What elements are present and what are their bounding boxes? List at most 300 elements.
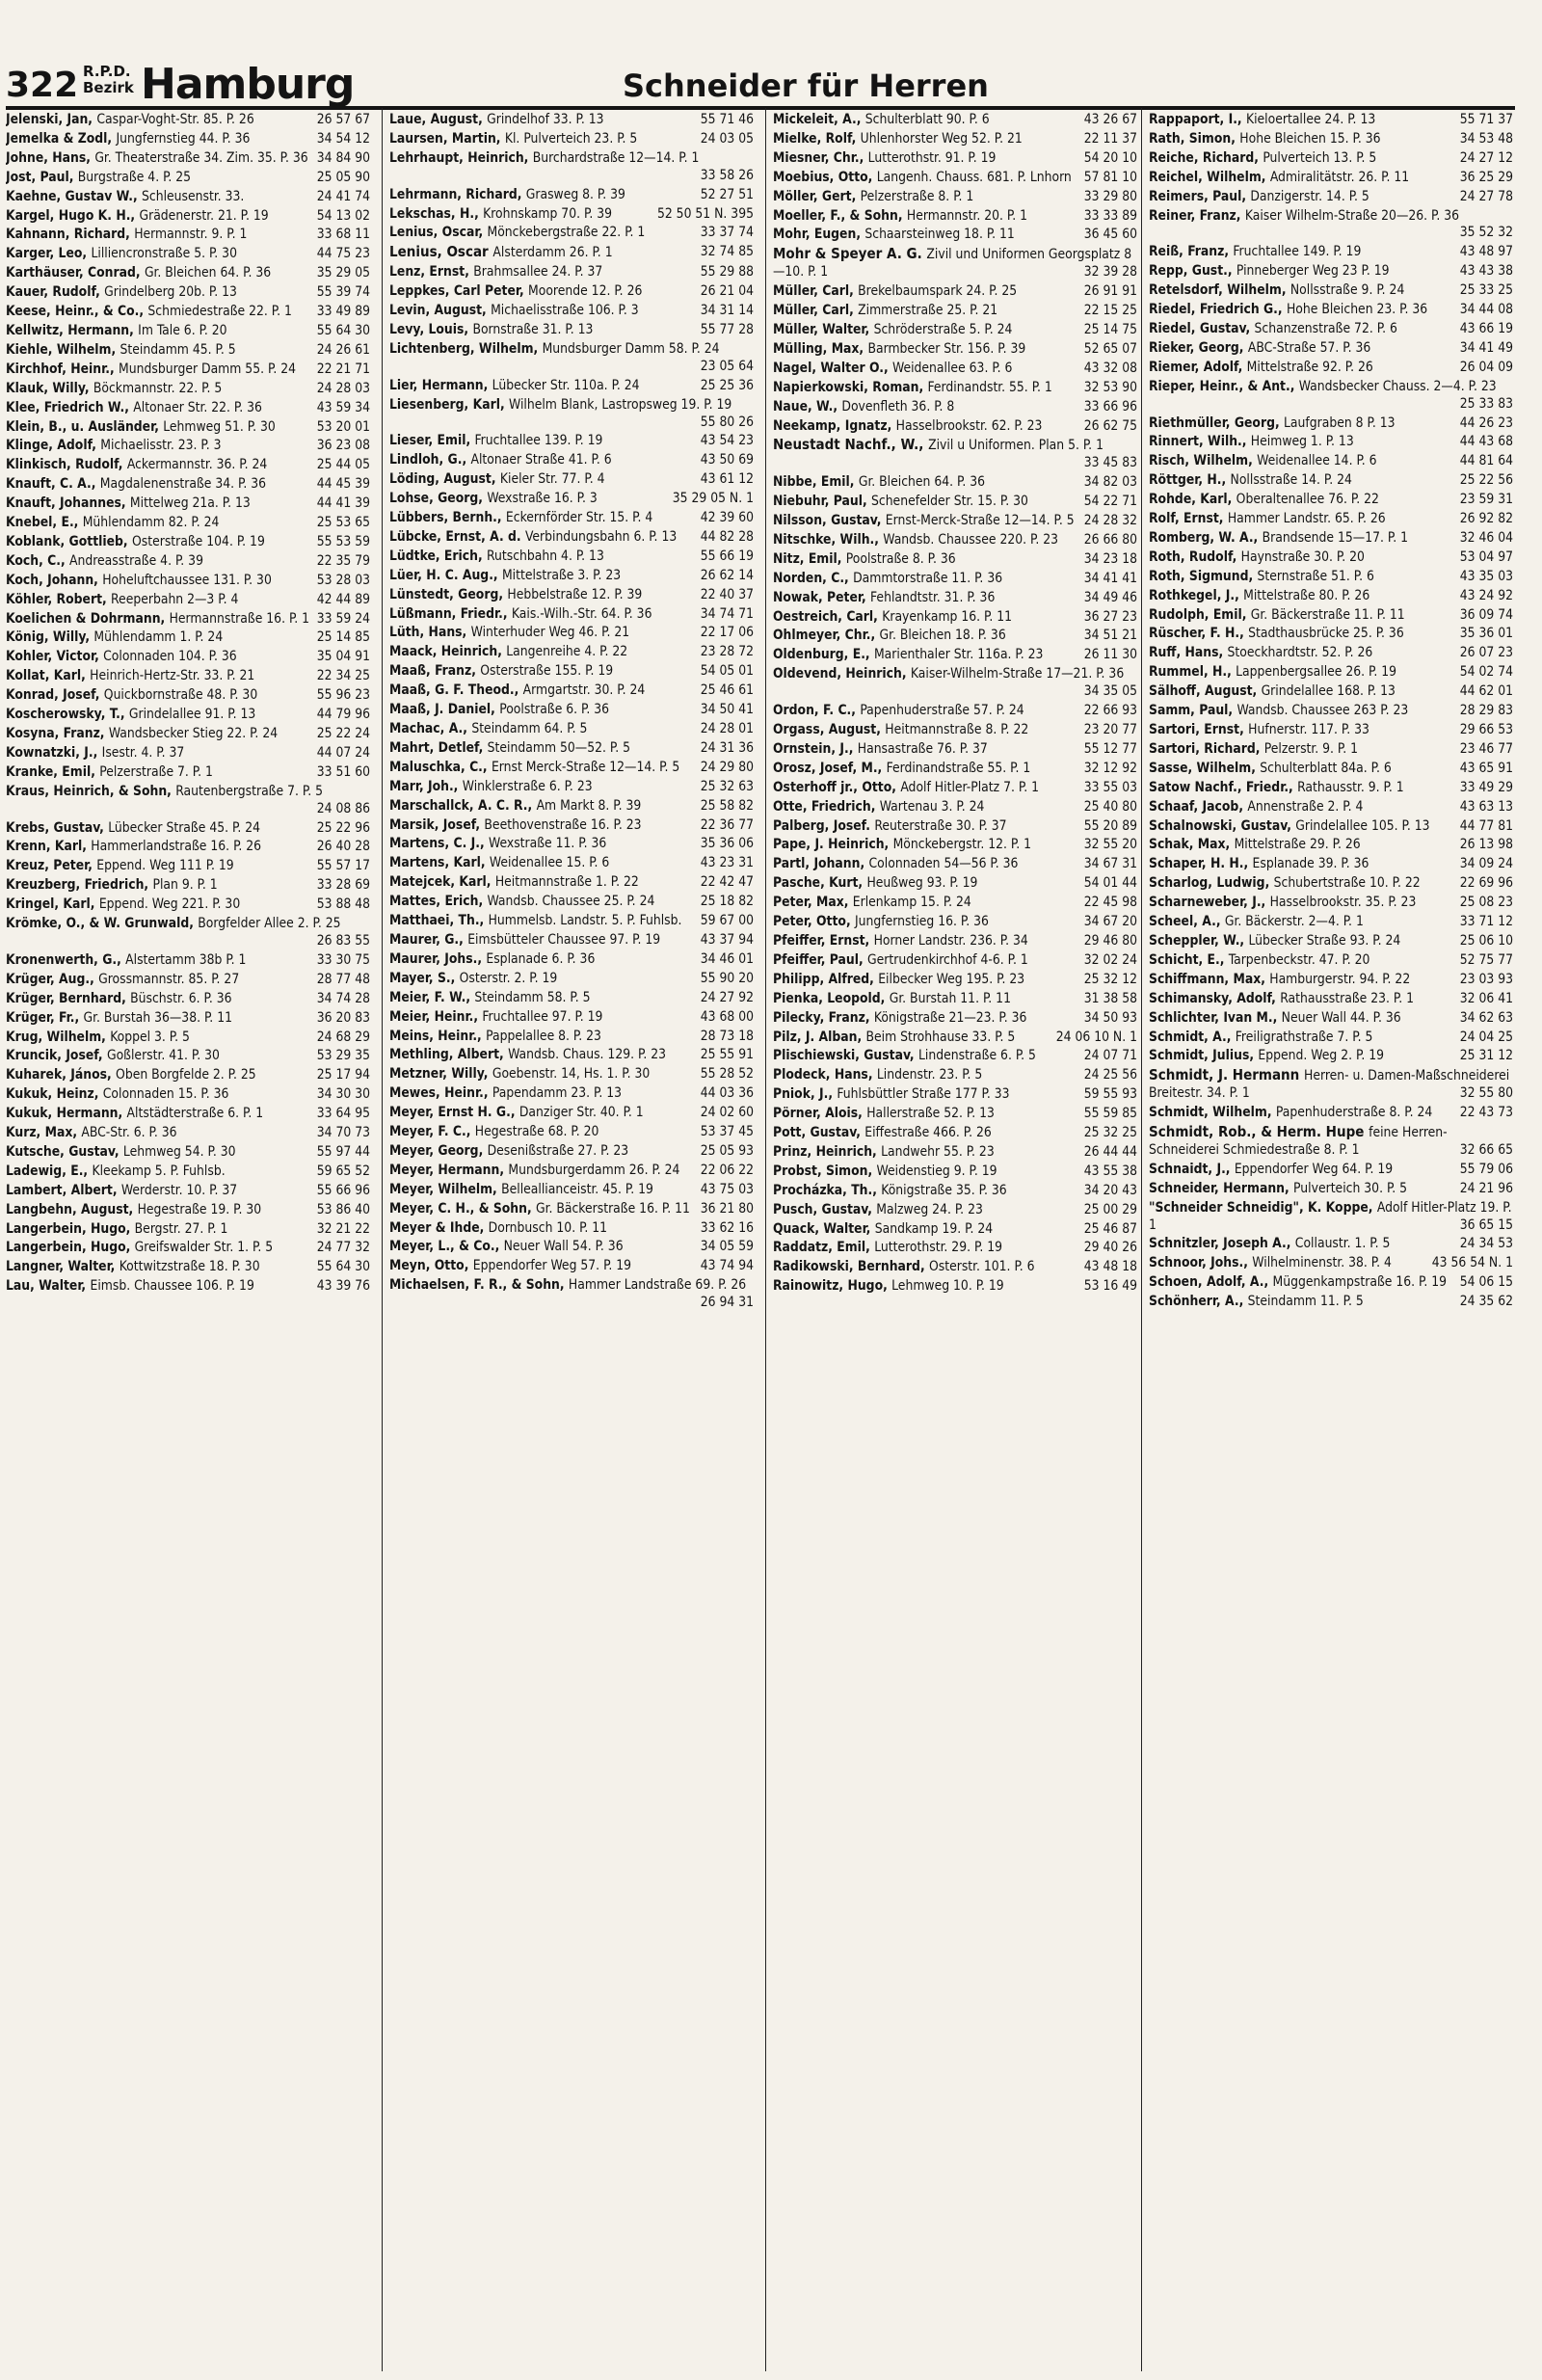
listing-name: Karthäuser, Conrad, [6,265,145,281]
listing-address: Wilhelm Blank, Lastropsweg 19. P. 19 [508,396,732,413]
listing-phone: 34 67 20 [1083,914,1137,930]
listing-entry [389,529,754,547]
listing-phone: 23 03 93 [1459,971,1513,987]
listing-entry [389,760,754,777]
listing-entry [773,1278,1137,1296]
listing-entry [389,322,754,339]
listing-phone: 42 39 60 [700,510,754,526]
listing-name: Methling, Albert, [389,1047,509,1063]
listing-phone: 33 37 74 [700,225,754,241]
listing-entry [773,895,1137,912]
listing-name: Schaaf, Jacob, [1149,798,1248,815]
listing-name: Maaß, G. F. Theod., [389,682,523,699]
listing-name: Philipp, Alfred, [773,971,879,987]
listing-name: Matejcek, Karl, [389,874,495,891]
listing-entry [389,1143,754,1161]
listing-name: Langner, Walter, [6,1259,120,1275]
listing-name: Levin, August, [389,303,492,319]
listing-phone: 24 28 01 [700,721,754,736]
listing-entry [773,856,1137,873]
listing-address: Adolf Hitler-Platz 7. P. 1 [900,779,1039,795]
listing-phone: 36 21 80 [700,1200,754,1217]
listing-address: Heußweg 93. P. 19 [866,875,978,892]
listing-entry [1149,1067,1513,1103]
listing-name: Scheppler, W., [1149,932,1249,949]
listing-address: Pelzerstraße 7. P. 1 [99,763,213,780]
listing-entry [389,721,754,738]
listing-phone: 23 46 77 [1459,740,1513,757]
listing-name: Ornstein, J., [773,740,858,757]
listing-entry [773,303,1137,320]
listing-entry [773,112,1137,129]
listing-address: Altonaer Str. 22. P. 36 [133,399,262,415]
listing-entry [389,836,754,853]
listing-phone: 35 04 91 [316,649,370,665]
listing-address: Kaiser-Wilhelm-Straße 17—21. P. 36 [910,666,1125,682]
listing-entry [389,1258,754,1275]
listing-address: Gr. Bäckerstraße 16. P. 11 [536,1200,690,1217]
listing-entry [1149,170,1513,187]
listing-phone: 55 80 26 [700,414,754,430]
listing-entry [773,1030,1137,1047]
listing-entry [1149,1010,1513,1028]
listing-phone: 44 77 81 [1459,817,1513,834]
listing-phone: 22 40 37 [700,586,754,602]
listing-name: Meyer, F. C., [389,1124,475,1140]
listing-phone: 55 90 20 [700,970,754,986]
listing-name: Schneider, Hermann, [1149,1180,1294,1196]
listing-name: Moebius, Otto, [773,169,877,185]
listing-address: Alsterdamm 26. P. 1 [492,245,613,261]
listing-entry [1149,340,1513,358]
listing-phone: 34 49 46 [1083,589,1137,605]
listing-address: Uhlenhorster Weg 52. P. 21 [860,130,1023,147]
listing-entry [1149,818,1513,836]
listing-phone: 28 29 83 [1459,703,1513,719]
column-4 [1149,112,1513,2367]
listing-name: Schmidt, Rob., & Herm. Hupe [1149,1123,1369,1141]
listing-name: Peter, Otto, [773,914,855,930]
listing-phone: 54 01 44 [1083,875,1137,892]
listing-name: Möller, Gert, [773,188,861,204]
listing-address: Beethovenstraße 16. P. 23 [484,816,642,833]
listing-name: Krug, Wilhelm, [6,1029,111,1045]
listing-phone: 36 23 08 [316,438,370,454]
listing-entry [1149,208,1513,243]
listing-phone: 22 66 93 [1083,703,1137,719]
listing-phone: 35 52 32 [1459,225,1513,241]
listing-name: Lambert, Albert, [6,1182,121,1198]
listing-address: Gertrudenkirchhof 4-6. P. 1 [867,951,1028,968]
listing-phone: 33 59 24 [316,610,370,627]
listing-name: Schimansky, Adolf, [1149,990,1281,1006]
listing-entry [6,764,370,782]
listing-phone: 43 39 76 [316,1278,370,1295]
listing-name: Laue, August, [389,112,488,127]
listing-name: Schalnowski, Gustav, [1149,817,1296,834]
listing-address: Weidenallee 15. P. 6 [489,855,610,871]
listing-address: Osterstr. 101. P. 6 [928,1259,1035,1275]
listing-phone: 24 68 29 [316,1029,370,1045]
listing-address: Weidenallee 14. P. 6 [1257,453,1377,469]
listing-address: Poolstraße 6. P. 36 [499,702,610,718]
listing-address: Osterstraße 104. P. 19 [131,533,265,549]
listing-entry [6,592,370,609]
listing-entry [6,381,370,398]
listing-address: Borgfelder Allee 2. P. 25 [198,916,341,932]
listing-phone: 26 44 44 [1083,1143,1137,1160]
listing-address: Eiffestraße 466. P. 26 [864,1125,992,1141]
listing-address: Eilbecker Weg 195. P. 23 [878,971,1025,987]
listing-entry [773,1048,1137,1065]
listing-phone: 33 49 29 [1459,779,1513,795]
listing-phone: 55 39 74 [316,284,370,301]
listing-phone: 32 74 85 [700,244,754,260]
listing-entry [389,206,754,224]
listing-phone: 43 68 00 [700,1008,754,1025]
listing-address: Dammtorstraße 11. P. 36 [853,570,1003,586]
listing-entry [1149,1030,1513,1047]
listing-address: Stoeckhardtstr. 52. P. 26 [1227,645,1373,661]
listing-entry [773,972,1137,989]
listing-address: Langenreihe 4. P. 22 [506,644,628,660]
listing-entry [6,227,370,244]
listing-address: Andreasstraße 4. P. 39 [69,552,203,569]
listing-phone: 33 71 12 [1459,914,1513,930]
listing-address: Reuterstraße 30. P. 37 [874,817,1007,834]
listing-name: Pape, J. Heinrich, [773,837,893,853]
listing-phone: 22 43 73 [1459,1105,1513,1121]
listing-address: Burchardstraße 12—14. P. 1 [532,149,700,166]
listing-address: Brahmsallee 24. P. 37 [473,264,603,281]
listing-address: Mönckebergstraße 22. P. 1 [487,225,646,241]
listing-address: Mühlendamm 82. P. 24 [82,515,220,531]
listing-address: Verbindungsbahn 6. P. 13 [524,528,678,545]
listing-address: Hebbelstraße 12. P. 39 [507,586,643,602]
listing-name: Rieker, Georg, [1149,339,1248,356]
listing-name: Lau, Walter, [6,1278,91,1295]
listing-entry [1149,492,1513,509]
listing-phone: 24 41 74 [316,188,370,204]
listing-address: Mundsburgerdamm 26. P. 24 [508,1162,680,1178]
listing-phone: 34 51 21 [1083,628,1137,644]
listing-phone: 55 57 17 [316,858,370,874]
region-label [83,64,134,96]
listing-entry [389,740,754,758]
listing-address: Schröderstraße 5. P. 24 [873,321,1013,337]
listing-name: Schnoor, Johs., [1149,1255,1253,1271]
listing-address: ABC-Str. 6. P. 36 [81,1125,177,1141]
listing-phone: 55 77 28 [700,321,754,337]
listing-name: Sartori, Richard, [1149,740,1264,757]
listing-name: Jelenski, Jan, [6,112,97,127]
listing-entry [6,1067,370,1084]
listing-name: Mohr, Eugen, [773,227,865,243]
listing-entry [389,817,754,835]
listing-name: König, Willy, [6,629,94,646]
listing-address: Königstraße 35. P. 36 [881,1182,1007,1198]
listing-entry [6,1183,370,1200]
listing-phone: 55 29 88 [700,264,754,281]
listing-address: Papenhuderstraße 57. P. 24 [860,703,1024,719]
listing-name: Procházka, Th., [773,1182,882,1198]
listing-entry [1149,1274,1513,1292]
listing-address: Ferdinandstraße 55. P. 1 [886,760,1031,776]
listing-name: Rothkegel, J., [1149,587,1244,603]
listing-entry [773,418,1137,436]
listing-name: Kownatzki, J., [6,744,102,761]
listing-address: Hamburgerstr. 94. P. 22 [1269,971,1411,987]
listing-address: Kais.-Wilh.-Str. 64. P. 36 [511,605,652,622]
listing-name: Lüth, Hans, [389,625,471,641]
listing-address: Hermannstraße 16. P. 1 [169,610,310,627]
listing-phone: 44 03 36 [700,1085,754,1102]
listing-entry [773,246,1137,281]
listing-entry [773,513,1137,530]
listing-address: Erlenkamp 15. P. 24 [852,895,971,911]
listing-address: Ackermannstr. 36. P. 24 [126,457,268,473]
listing-name: Scharlog, Ludwig, [1149,875,1274,892]
listing-phone: 34 41 49 [1459,339,1513,356]
listing-address: Fehlandtstr. 31. P. 36 [870,589,996,605]
listing-name: Karger, Leo, [6,246,92,262]
listing-entry [1149,379,1513,414]
listing-address: Tarpenbeckstr. 47. P. 20 [1228,951,1370,968]
listing-address: Desenißstraße 27. P. 23 [487,1142,629,1159]
listing-name: Lenz, Ernst, [389,264,474,281]
listing-name: Lüer, H. C. Aug., [389,567,502,583]
listing-address: Wandsb. Chaussee 220. P. 23 [883,531,1059,548]
listing-name: Samm, Paul, [1149,703,1237,719]
listing-address: Hegestraße 19. P. 30 [137,1201,262,1217]
listing-entry [773,1202,1137,1219]
listing-entry [773,609,1137,627]
listing-address: Landwehr 55. P. 23 [881,1143,995,1160]
listing-phone: 55 53 59 [316,533,370,549]
listing-entry [773,1125,1137,1142]
listing-entry [1149,664,1513,682]
listing-phone: 25 46 61 [700,682,754,699]
listing-phone: 25 53 65 [316,515,370,531]
listing-name: Maluschka, C., [389,759,492,775]
listing-entry [6,687,370,705]
listing-entry [389,283,754,301]
listing-name: Lohse, Georg, [389,491,488,507]
listing-phone: 55 64 30 [316,322,370,338]
listing-name: Kruncik, Josef, [6,1048,107,1064]
listing-phone: 34 23 18 [1083,550,1137,567]
listing-name: Pilecky, Franz, [773,1009,874,1026]
listing-entry [389,264,754,281]
listing-name: Reichel, Wilhelm, [1149,169,1270,185]
listing-name: Krenn, Karl, [6,839,92,855]
listing-phone: 25 14 85 [316,629,370,646]
listing-address: Hohe Bleichen 23. P. 36 [1286,302,1428,318]
listing-entry [773,1221,1137,1239]
listing-name: Mahrt, Detlef, [389,739,488,756]
listing-address: Kaiser Wilhelm-Straße 20—26. P. 36 [1244,207,1460,224]
listing-address: Eimsb. Chaussee 106. P. 19 [90,1278,254,1295]
listing-name: Kuharek, János, [6,1067,117,1083]
listing-address: Krohnskamp 70. P. 39 [483,205,612,222]
listing-name: Mickeleit, A., [773,112,865,127]
listing-name: Scheel, A., [1149,914,1225,930]
listing-entry [389,644,754,661]
listing-name: Schönherr, A., [1149,1294,1248,1310]
listing-entry [6,400,370,417]
listing-entry [389,452,754,469]
city-title: Hamburg [141,60,355,109]
listing-phone: 25 55 91 [700,1047,754,1063]
listing-entry [773,399,1137,416]
listing-entry [1149,282,1513,300]
listing-name: Pilz, J. Alban, [773,1029,866,1045]
listing-address: Mundsburger Damm 58. P. 24 [542,340,720,357]
listing-entry [1149,972,1513,989]
listing-entry [6,265,370,282]
listing-phone: 43 43 38 [1459,263,1513,280]
listing-entry [389,225,754,242]
listing-phone: 55 59 85 [1083,1106,1137,1122]
listing-address: Grindelallee 91. P. 13 [128,707,256,723]
listing-phone: 35 29 05 N. 1 [672,491,754,507]
listing-name: Ordon, F. C., [773,703,861,719]
listing-address: Belleallianceistr. 45. P. 19 [501,1181,653,1197]
region-label-top: R.P.D. [83,63,131,80]
listing-name: Levy, Louis, [389,321,473,337]
listing-entry [389,663,754,681]
listing-address: Bornstraße 31. P. 13 [472,321,594,337]
listing-phone: 24 25 56 [1083,1067,1137,1083]
listing-phone: 44 07 24 [316,744,370,761]
listing-name: Rainowitz, Hugo, [773,1278,892,1295]
listing-entry [1149,1255,1513,1272]
listing-name: Riemer, Adolf, [1149,359,1247,375]
listing-phone: 44 62 01 [1459,683,1513,700]
listing-name: Pniok, J., [773,1086,837,1103]
listing-entry [6,112,370,129]
listing-name: Krömke, O., & W. Grunwald, [6,916,199,932]
listing-entry [773,532,1137,549]
listing-phone: 24 21 96 [1459,1180,1513,1196]
listing-phone: 36 27 23 [1083,608,1137,625]
listing-name: Nagel, Walter O., [773,360,892,376]
listing-phone: 43 26 67 [1083,112,1137,127]
listing-name: Peter, Max, [773,895,853,911]
listing-address: Oben Borgfelde 2. P. 25 [116,1067,256,1083]
listing-entry [6,553,370,571]
listing-phone: 24 77 32 [316,1240,370,1256]
listing-entry [773,666,1137,701]
listing-entry [1149,112,1513,129]
listing-address: Zimmerstraße 25. P. 21 [858,303,998,319]
listing-address: Wandsb. Chaus. 129. P. 23 [508,1047,666,1063]
listing-name: Probst, Simon, [773,1163,877,1179]
listing-phone: 52 27 51 [700,186,754,202]
listing-name: Ruff, Hans, [1149,645,1228,661]
listing-address: Heitmannstraße 1. P. 22 [494,874,639,891]
listing-address: Nollsstraße 14. P. 24 [1230,472,1352,489]
listing-phone: 25 46 87 [1083,1220,1137,1237]
listing-entry [773,647,1137,664]
listing-address: Lübecker Straße 45. P. 24 [108,819,260,836]
listing-phone: 32 66 65 [1459,1141,1513,1158]
listing-entry [1149,302,1513,319]
listing-entry [773,1144,1137,1162]
listing-entry [1149,991,1513,1008]
listing-name: Moeller, F., & Sohn, [773,207,907,224]
listing-entry [6,668,370,685]
listing-phone: 55 96 23 [316,687,370,704]
listing-phone: 24 27 12 [1459,149,1513,166]
listing-name: Orosz, Josef, M., [773,760,887,776]
listing-phone: 44 26 23 [1459,414,1513,431]
listing-phone: 28 77 48 [316,971,370,987]
listing-address: Lilliencronstraße 5. P. 30 [91,246,237,262]
listing-name: Riethmüller, Georg, [1149,414,1285,431]
listing-entry [1149,150,1513,168]
listing-entry [6,649,370,666]
listing-name: Partl, Johann, [773,856,869,872]
listing-phone: 25 14 75 [1083,321,1137,337]
listing-name: Marschallck, A. C. R., [389,797,537,814]
listing-entry [389,971,754,988]
listing-name: Müller, Carl, [773,303,859,319]
listing-phone: 33 62 16 [700,1219,754,1236]
listing-entry [389,433,754,450]
listing-name: Neustadt Nachf., W., [773,436,929,454]
listing-name: Roth, Sigmund, [1149,568,1258,584]
listing-address: Eckernförder Str. 15. P. 4 [505,510,653,526]
listing-phone: 43 59 34 [316,399,370,415]
listing-phone: 44 75 23 [316,246,370,262]
listing-address: Mittelstraße 80. P. 26 [1243,587,1370,603]
listing-name: Knauft, C. A., [6,476,100,493]
listing-entry [6,1240,370,1257]
listing-entry [773,571,1137,588]
listing-address: Weidenallee 63. P. 6 [891,360,1013,376]
listing-address: Wandsbecker Stieg 22. P. 24 [108,726,279,741]
listing-entry [1149,569,1513,586]
listing-phone: 55 28 52 [700,1066,754,1083]
listing-phone: 25 17 94 [316,1067,370,1083]
listing-entry [389,682,754,700]
listing-address: Gr. Theaterstraße 34. Zim. 35. P. 36 [94,149,308,166]
listing-entry [6,208,370,226]
listing-phone: 22 11 37 [1083,130,1137,147]
listing-phone: 24 04 25 [1459,1029,1513,1045]
listing-name: Meier, F. W., [389,989,475,1005]
listing-entry [1149,321,1513,338]
listing-address: Grossmannstr. 85. P. 27 [98,971,240,987]
listing-address: Mittelstraße 92. P. 26 [1246,359,1373,375]
section-title: Schneider für Herren [623,67,989,104]
listing-name: Naue, W., [773,398,842,414]
listing-phone: 43 74 94 [700,1258,754,1274]
listing-address: Wandsb. Chaussee 263 P. 23 [1236,703,1409,719]
listing-phone: 53 20 01 [316,418,370,435]
listing-name: Meyer & Ihde, [389,1219,489,1236]
listing-address: Hallerstraße 52. P. 13 [866,1106,995,1122]
listing-entry [773,780,1137,797]
listing-name: Sartori, Ernst, [1149,722,1249,737]
listing-name: Repp, Gust., [1149,263,1236,280]
column-3 [773,112,1137,2367]
listing-name: Marr, Joh., [389,778,463,794]
listing-entry [6,150,370,168]
listing-phone: 22 15 25 [1083,303,1137,319]
listing-address: Gr. Bleichen 64. P. 36 [144,265,272,281]
